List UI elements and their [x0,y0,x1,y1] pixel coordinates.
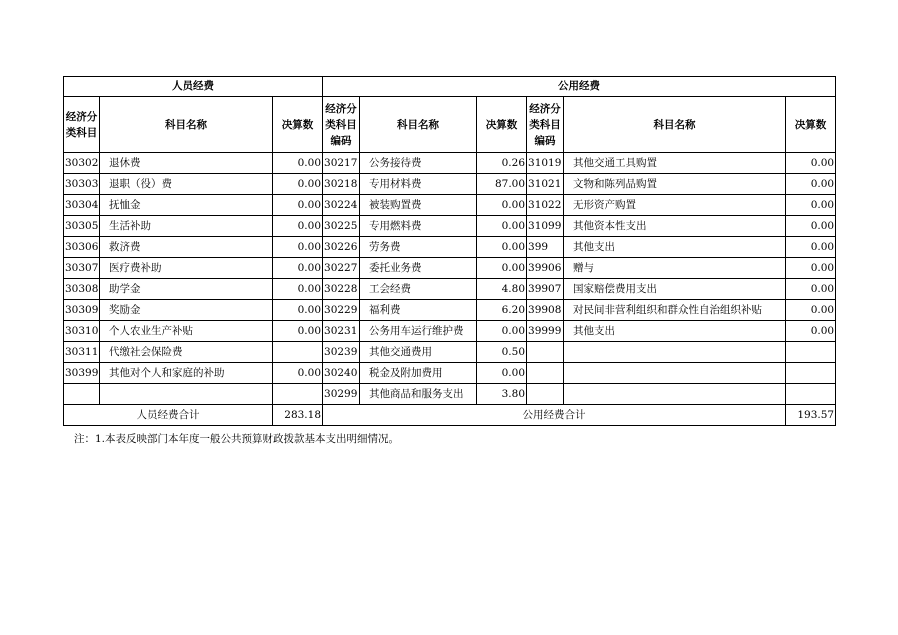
cell-u1-code: 30299 [323,384,360,405]
cell-u1-code: 30227 [323,258,360,279]
cell-u1-name: 其他交通费用 [360,342,477,363]
cell-u1-amount: 87.00 [477,174,527,195]
public-total-label: 公用经费合计 [323,405,786,426]
table-row [64,195,836,216]
cell-u1-code: 30231 [323,321,360,342]
cell-u1-amount: 0.00 [477,258,527,279]
cell-u2-amount [786,384,836,405]
cell-p-amount: 0.00 [273,321,323,342]
cell-u1-name: 工会经费 [360,279,477,300]
cell-u2-code [527,384,564,405]
cell-u1-amount: 0.00 [477,195,527,216]
cell-u1-code: 30229 [323,300,360,321]
col-u1-name: 科目名称 [360,97,477,153]
cell-u2-amount: 0.00 [786,153,836,174]
table-row [64,363,836,384]
cell-u1-name: 福利费 [360,300,477,321]
cell-u2-code [527,342,564,363]
cell-p-code: 30304 [64,195,100,216]
cell-p-amount: 0.00 [273,195,323,216]
cell-p-name: 助学金 [100,279,273,300]
table-row [64,321,836,342]
table-row [64,258,836,279]
cell-u1-amount: 6.20 [477,300,527,321]
cell-p-name: 生活补助 [100,216,273,237]
cell-u2-name: 对民间非营利组织和群众性自治组织补贴 [564,300,786,321]
cell-p-code: 30303 [64,174,100,195]
table-row [64,300,836,321]
cell-u1-amount: 0.00 [477,321,527,342]
col-u2-code: 经济分类科目编码 [527,97,564,153]
cell-u2-name: 其他资本性支出 [564,216,786,237]
cell-u1-name: 税金及附加费用 [360,363,477,384]
cell-u2-name: 其他支出 [564,321,786,342]
cell-p-code: 30307 [64,258,100,279]
personnel-header: 人员经费 [64,77,323,97]
table-row [64,174,836,195]
cell-p-amount: 0.00 [273,279,323,300]
cell-p-name: 奖励金 [100,300,273,321]
col-p-amount: 决算数 [273,97,323,153]
public-total-amount: 193.57 [786,405,836,426]
col-u2-name: 科目名称 [564,97,786,153]
cell-p-code [64,384,100,405]
cell-p-name: 退休费 [100,153,273,174]
cell-u1-code: 30228 [323,279,360,300]
cell-u2-amount [786,363,836,384]
cell-p-name: 医疗费补助 [100,258,273,279]
cell-p-amount: 0.00 [273,216,323,237]
cell-u1-name: 专用材料费 [360,174,477,195]
cell-u2-name: 其他交通工具购置 [564,153,786,174]
table-row [64,237,836,258]
cell-p-code: 30399 [64,363,100,384]
public-header: 公用经费 [323,77,836,97]
cell-u1-name: 劳务费 [360,237,477,258]
cell-u1-code: 30217 [323,153,360,174]
cell-p-code: 30311 [64,342,100,363]
cell-u1-code: 30226 [323,237,360,258]
cell-u2-code: 31022 [527,195,564,216]
table-row [64,342,836,363]
cell-p-amount [273,342,323,363]
cell-u1-amount: 0.26 [477,153,527,174]
cell-u1-amount: 0.00 [477,237,527,258]
personnel-total-label: 人员经费合计 [64,405,273,426]
cell-p-amount [273,384,323,405]
cell-p-name: 代缴社会保险费 [100,342,273,363]
cell-u1-name: 委托业务费 [360,258,477,279]
cell-u1-amount: 0.00 [477,363,527,384]
cell-u1-amount: 0.50 [477,342,527,363]
cell-p-code: 30306 [64,237,100,258]
cell-u1-amount: 0.00 [477,216,527,237]
cell-u2-name [564,363,786,384]
cell-u2-name: 无形资产购置 [564,195,786,216]
cell-u2-amount: 0.00 [786,258,836,279]
cell-u2-code: 31019 [527,153,564,174]
cell-p-code: 30305 [64,216,100,237]
cell-u1-name: 专用燃料费 [360,216,477,237]
cell-p-amount: 0.00 [273,363,323,384]
table-row [64,216,836,237]
cell-u1-code: 30218 [323,174,360,195]
cell-u2-code: 39907 [527,279,564,300]
cell-p-amount: 0.00 [273,153,323,174]
cell-u1-code: 30225 [323,216,360,237]
cell-u2-amount: 0.00 [786,216,836,237]
cell-u2-amount: 0.00 [786,300,836,321]
cell-u2-name: 国家赔偿费用支出 [564,279,786,300]
cell-p-amount: 0.00 [273,258,323,279]
cell-u1-name: 公务接待费 [360,153,477,174]
cell-p-name: 抚恤金 [100,195,273,216]
col-u1-amount: 决算数 [477,97,527,153]
cell-p-code: 30309 [64,300,100,321]
table-row [64,153,836,174]
cell-u2-code [527,363,564,384]
cell-u2-code: 39906 [527,258,564,279]
cell-p-name: 其他对个人和家庭的补助 [100,363,273,384]
cell-u1-name: 被装购置费 [360,195,477,216]
cell-u2-amount [786,342,836,363]
cell-p-name [100,384,273,405]
cell-p-code: 30302 [64,153,100,174]
cell-u1-amount: 3.80 [477,384,527,405]
cell-u2-name: 文物和陈列品购置 [564,174,786,195]
cell-p-amount: 0.00 [273,300,323,321]
cell-u2-amount: 0.00 [786,279,836,300]
table-row [64,279,836,300]
cell-p-code: 30308 [64,279,100,300]
col-p-code: 经济分类科目 [64,97,100,153]
footnote: 注：1.本表反映部门本年度一般公共预算财政拨款基本支出明细情况。 [74,433,400,445]
cell-u1-code: 30239 [323,342,360,363]
cell-u2-code: 39908 [527,300,564,321]
cell-u2-amount: 0.00 [786,321,836,342]
cell-u2-code: 31099 [527,216,564,237]
expenditure-table [63,76,836,426]
col-u1-code: 经济分类科目编码 [323,97,360,153]
cell-u2-name [564,384,786,405]
cell-p-amount: 0.00 [273,237,323,258]
cell-p-amount: 0.00 [273,174,323,195]
cell-u2-amount: 0.00 [786,174,836,195]
cell-u2-code: 399 [527,237,564,258]
cell-p-name: 个人农业生产补贴 [100,321,273,342]
cell-u2-name: 赠与 [564,258,786,279]
cell-p-code: 30310 [64,321,100,342]
table-row [64,384,836,405]
cell-u1-code: 30224 [323,195,360,216]
cell-p-name: 退职（役）费 [100,174,273,195]
cell-u2-name: 其他支出 [564,237,786,258]
cell-p-name: 救济费 [100,237,273,258]
personnel-total-amount: 283.18 [273,405,323,426]
cell-u1-name: 公务用车运行维护费 [360,321,477,342]
cell-u1-amount: 4.80 [477,279,527,300]
cell-u1-code: 30240 [323,363,360,384]
cell-u2-amount: 0.00 [786,195,836,216]
cell-u2-amount: 0.00 [786,237,836,258]
cell-u1-name: 其他商品和服务支出 [360,384,477,405]
col-u2-amount: 决算数 [786,97,836,153]
cell-u2-name [564,342,786,363]
col-p-name: 科目名称 [100,97,273,153]
cell-u2-code: 39999 [527,321,564,342]
cell-u2-code: 31021 [527,174,564,195]
